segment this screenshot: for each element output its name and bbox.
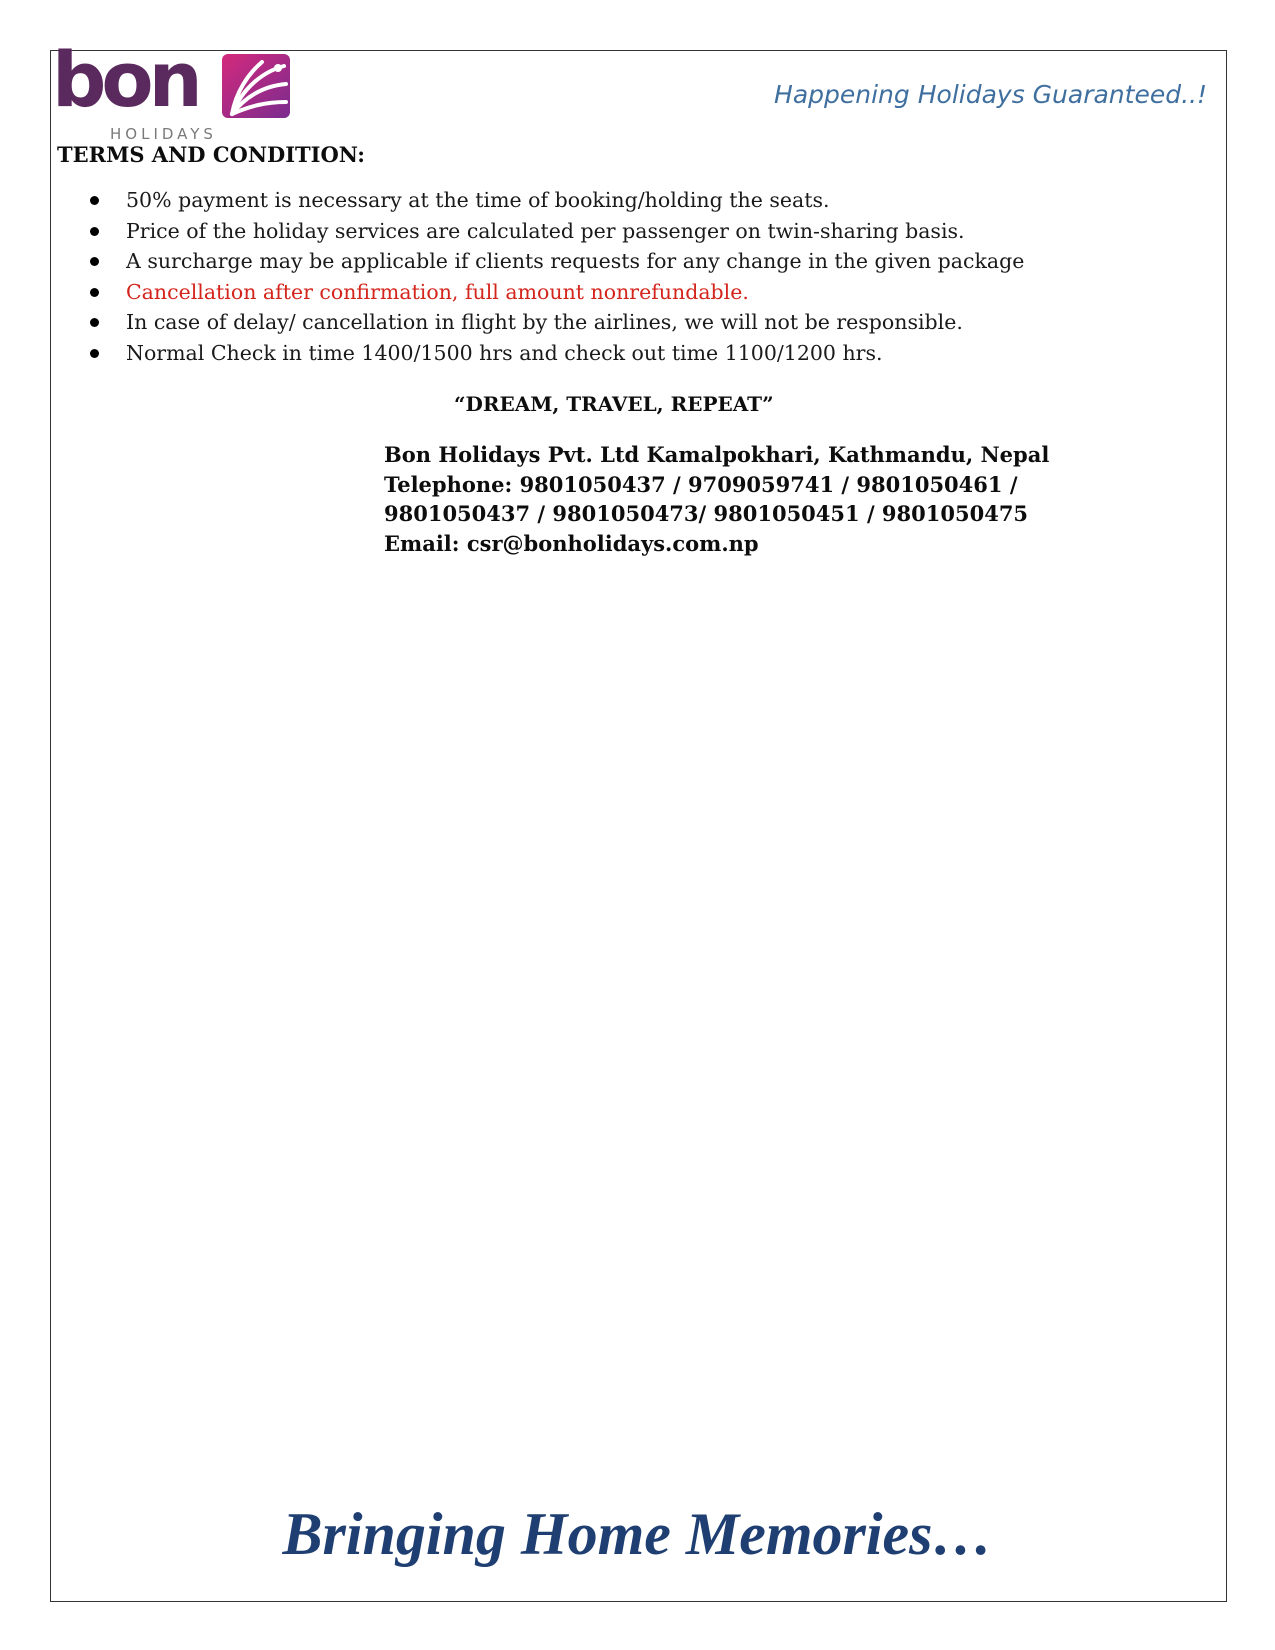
contact-block <box>384 440 1049 558</box>
terms-list <box>88 186 1024 369</box>
logo-subtitle: HOLIDAYS <box>110 125 217 143</box>
bullet-icon <box>90 227 99 236</box>
terms-item: Normal Check in time 1400/1500 hrs and check out time 1100/1200 hrs. <box>88 339 1024 370</box>
terms-item: 50% payment is necessary at the time of booking/holding the seats. <box>88 186 1024 217</box>
logo-fan-icon <box>222 54 290 118</box>
terms-item: In case of delay/ cancellation in flight by the airlines, we will not be responsible. <box>88 308 1024 339</box>
telephone-line-2: 9801050437 / 9801050473/ 9801050451 / 9801050475 <box>384 501 1029 526</box>
bullet-icon <box>90 196 99 205</box>
bullet-icon <box>90 318 99 327</box>
slogan: “DREAM, TRAVEL, REPEAT” <box>454 392 774 416</box>
company-address: Bon Holidays Pvt. Ltd Kamalpokhari, Kathmandu, Nepal <box>384 442 1050 467</box>
header-tagline: Happening Holidays Guaranteed..! <box>774 80 1207 109</box>
closing-slogan: Bringing Home Memories… <box>282 1501 993 1567</box>
telephone-line-1: Telephone: 9801050437 / 9709059741 / 9801050461 / <box>384 471 1018 497</box>
logo-wordmark: bon <box>52 35 198 124</box>
brand-logo <box>52 35 292 144</box>
bullet-icon <box>90 349 99 358</box>
email-address: Email: csr@bonholidays.com.np <box>384 530 759 556</box>
terms-item: A surcharge may be applicable if clients requests for any change in the given package <box>88 247 1024 278</box>
bullet-icon <box>90 288 99 297</box>
terms-item: Price of the holiday services are calculated per passenger on twin-sharing basis. <box>88 217 1024 248</box>
bullet-icon <box>90 257 99 266</box>
terms-item-highlighted: Cancellation after confirmation, full amount nonrefundable. <box>88 278 1024 309</box>
terms-heading: TERMS AND CONDITION: <box>57 142 365 167</box>
